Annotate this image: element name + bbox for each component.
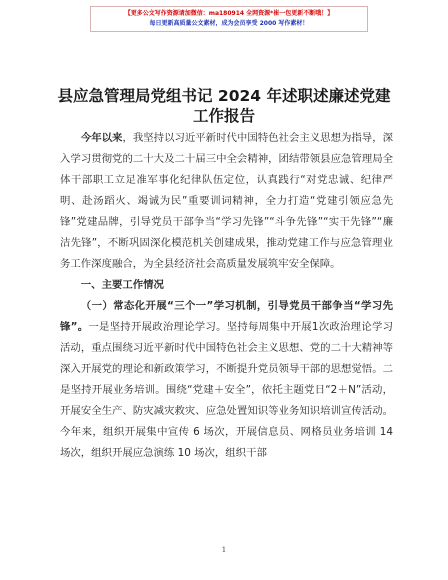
document-body [60, 128, 393, 464]
document-title [40, 86, 408, 126]
subsection-text-1: 一是坚持开展政治理论学习。坚持每周集中开展1次政治理论学习活动，重点围绕习近平新时代中国特色社会主义思想、党的二十大精神等深入开展党的理论和新政策学习，不断提升党员领导干部的思想觉悟。二是坚持开展业务培训。围绕“党建＋安全”，依托主题党日“2＋N”活动，开展安全生产、防灾减灾救灾、应急处置知识等业务知识培训宣传活动。今年来，组织开展集中宣传 6 场次，开展信息员、网格员业务培训 14 场次，组织开展应急演练 10 场次，组织干部 [60, 321, 393, 459]
title-line-2: 工作报告 [192, 107, 255, 125]
subsection-paragraph-1 [60, 296, 393, 464]
section-heading-1: 一、主要工作情况 [80, 279, 164, 291]
intro-lead: 今年以来 [80, 132, 123, 144]
banner-line-1: 【更多公文写作资源请加微信：ma180914 全网资源*崔一包更新不断哦！】 [124, 10, 334, 17]
promo-banner [90, 6, 368, 32]
intro-paragraph [60, 128, 393, 275]
intro-text: ，我坚持以习近平新时代中国特色社会主义思想为指导，深入学习贯彻党的二十大及二十届三中全会精神，团结带领县应急管理局全体干部职工立足准军事化纪律队伍定位，认真践行“对党忠诚、纪律严明、赴汤蹈火、竭诚为民”重要训词精神，全力打造“党建引领应急先锋”党建品牌，引导党员干部争当“学习先锋”“斗争先锋”“实干先锋”“廉洁先锋”，不断巩固深化模范机关创建成果，推动党建工作与应急管理业务工作深度融合，为全县经济社会高质量发展筑牢安全保障。 [60, 132, 394, 270]
title-line-1: 县应急管理局党组书记 2024 年述职述廉述党建 [57, 87, 391, 105]
page-number: 1 [221, 546, 227, 554]
banner-line-2: 每日更新高质量公文素材，成为会员享受 2000 写作素材！ [149, 20, 309, 27]
subsection-heading-1: （一）常态化开展“三个一”学习机制，引导党员干部争当“学习先锋”。 [60, 300, 393, 333]
